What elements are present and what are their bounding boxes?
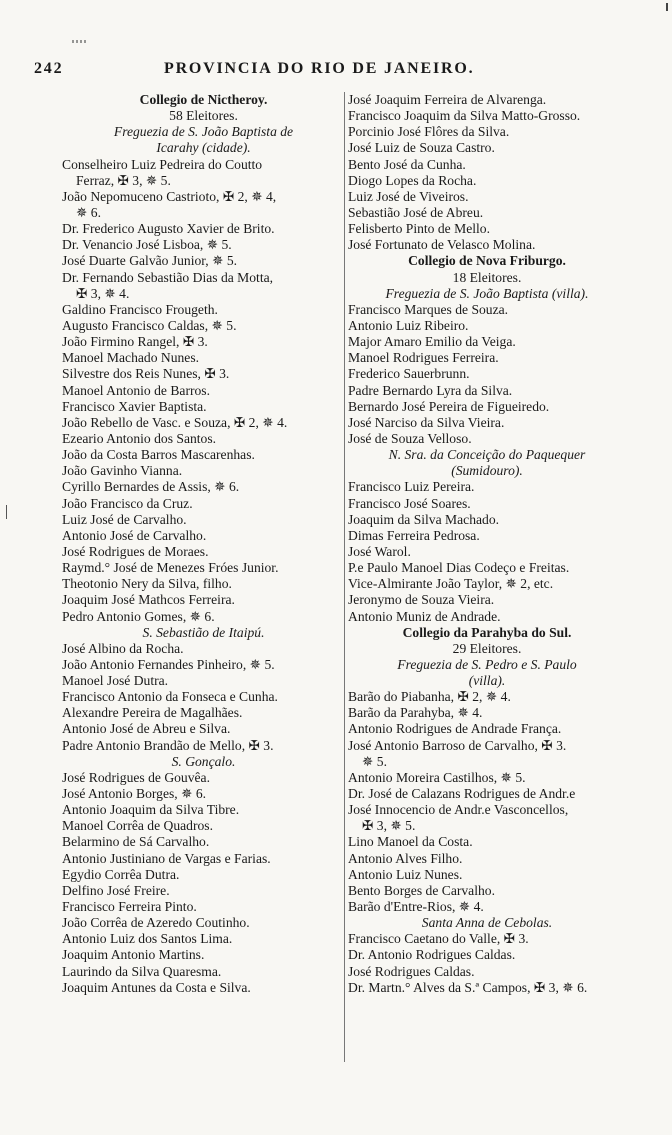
elector-line: João Corrêa de Azeredo Coutinho. <box>62 915 250 931</box>
elector-line: Egydio Corrêa Dutra. <box>62 866 180 882</box>
elector-line: Felisberto Pinto de Mello. <box>348 221 490 237</box>
elector-line: Diogo Lopes da Rocha. <box>348 172 477 188</box>
elector-line: João Francisco da Cruz. <box>62 495 193 511</box>
elector-line: Padre Antonio Brandão de Mello, ✠ 3. <box>62 737 274 753</box>
parish-heading: Freguezia de S. Pedro e S. Paulo <box>397 656 577 672</box>
elector-line: Barão da Parahyba, ✵ 4. <box>348 705 483 721</box>
elector-line: Antonio Moreira Castilhos, ✵ 5. <box>348 769 526 785</box>
elector-line: Manoel Corrêa de Quadros. <box>62 818 213 834</box>
elector-line: José Joaquim Ferreira de Alvarenga. <box>348 92 547 107</box>
elector-line: Joaquim Antonio Martins. <box>62 947 205 963</box>
elector-line: P.e Paulo Manoel Dias Codeço e Freitas. <box>348 560 570 576</box>
elector-count: 18 Eleitores. <box>452 269 522 285</box>
elector-line: José Duarte Galvão Junior, ✵ 5. <box>62 253 238 269</box>
elector-line: João Antonio Fernandes Pinheiro, ✵ 5. <box>62 656 275 672</box>
elector-line: Manoel Rodrigues Ferreira. <box>348 350 499 366</box>
elector-line: Antonio José de Abreu e Silva. <box>62 721 231 737</box>
elector-count: 58 Eleitores. <box>169 108 238 124</box>
elector-line: Ezeario Antonio dos Santos. <box>62 430 217 446</box>
elector-line: Barão do Piabanha, ✠ 2, ✵ 4. <box>348 689 511 705</box>
parish-heading: Icarahy (cidade). <box>156 140 251 156</box>
elector-line: Joaquim da Silva Machado. <box>348 511 500 527</box>
elector-line: Francisco Caetano do Valle, ✠ 3. <box>348 931 529 947</box>
elector-line: ✵ 6. <box>76 204 101 220</box>
elector-line: Francisco Luiz Pereira. <box>348 479 475 495</box>
parish-heading: (Sumidouro). <box>451 463 523 479</box>
elector-line: Bento Borges de Carvalho. <box>348 882 495 898</box>
elector-line: Antonio Luiz Nunes. <box>348 866 463 882</box>
elector-line: José Narciso da Silva Vieira. <box>348 414 505 430</box>
elector-line: Cyrillo Bernardes de Assis, ✵ 6. <box>62 479 240 495</box>
elector-line: ✠ 3, ✵ 5. <box>362 818 416 834</box>
elector-line: Frederico Sauerbrunn. <box>348 366 470 382</box>
elector-line: José Luiz de Souza Castro. <box>348 140 495 156</box>
elector-line: Pedro Antonio Gomes, ✵ 6. <box>62 608 215 624</box>
elector-line: Antonio José de Carvalho. <box>62 527 207 543</box>
elector-line: Antonio Muniz de Andrade. <box>348 608 501 624</box>
elector-line: Dr. Martn.° Alves da S.ª Campos, ✠ 3, ✵ 6. <box>348 979 588 995</box>
elector-line: Francisco Marques de Souza. <box>348 301 509 317</box>
parish-heading: Santa Anna de Cebolas. <box>421 915 553 931</box>
college-heading: Collegio de Nictheroy. <box>139 92 268 107</box>
elector-line: Francisco Antonio da Fonseca e Cunha. <box>62 689 278 705</box>
elector-line: Antonio Joaquim da Silva Tibre. <box>62 802 240 818</box>
elector-line: Alexandre Pereira de Magalhães. <box>62 705 243 721</box>
elector-line: João Rebello de Vasc. e Souza, ✠ 2, ✵ 4. <box>62 414 288 430</box>
elector-line: Barão d'Entre-Rios, ✵ 4. <box>348 899 484 915</box>
parish-heading: S. Sebastião de Itaipú. <box>142 624 265 640</box>
elector-line: Dr. Fernando Sebastião Dias da Motta, <box>62 269 274 285</box>
elector-line: Luiz José de Viveiros. <box>348 188 469 204</box>
elector-line: Theotonio Nery da Silva, filho. <box>62 576 232 592</box>
elector-line: Dr. Venancio José Lisboa, ✵ 5. <box>62 237 232 253</box>
edge-mark <box>666 3 668 11</box>
elector-line: Padre Bernardo Lyra da Silva. <box>348 382 513 398</box>
page-title: PROVINCIA DO RIO DE JANEIRO. <box>164 60 475 77</box>
elector-line: José Innocencio de Andr.e Vasconcellos, <box>348 802 569 818</box>
elector-line: Joaquim Antunes da Costa e Silva. <box>62 979 251 995</box>
elector-line: José Antonio Borges, ✵ 6. <box>62 786 207 802</box>
elector-line: José Rodrigues Caldas. <box>348 963 475 979</box>
elector-count: 29 Eleitores. <box>452 640 522 656</box>
elector-line: Dr. José de Calazans Rodrigues de Andr.e <box>348 786 576 802</box>
elector-line: José Warol. <box>348 543 411 559</box>
elector-line: Antonio Luiz Ribeiro. <box>348 317 469 333</box>
elector-line: Antonio Rodrigues de Andrade França. <box>348 721 562 737</box>
elector-line: Francisco José Soares. <box>348 495 471 511</box>
margin-mark <box>6 505 7 519</box>
elector-line: José de Souza Velloso. <box>348 430 472 446</box>
elector-line: ✵ 5. <box>362 753 387 769</box>
parish-heading: (villa). <box>468 673 506 689</box>
print-speck <box>72 40 88 43</box>
elector-line: Joaquim José Mathcos Ferreira. <box>62 592 235 608</box>
elector-line: Dimas Ferreira Pedrosa. <box>348 527 480 543</box>
elector-line: Dr. Antonio Rodrigues Caldas. <box>348 947 516 963</box>
elector-line: Conselheiro Luiz Pedreira do Coutto <box>62 156 263 172</box>
elector-line: Vice-Almirante João Taylor, ✵ 2, etc. <box>348 576 554 592</box>
elector-line: Bernardo José Pereira de Figueiredo. <box>348 398 550 414</box>
elector-line: Antonio Alves Filho. <box>348 850 463 866</box>
elector-line: Sebastião José de Abreu. <box>348 204 484 220</box>
parish-heading: N. Sra. da Conceição do Paquequer <box>388 447 586 463</box>
elector-line: Manoel Antonio de Barros. <box>62 382 210 398</box>
elector-line: Galdino Francisco Frougeth. <box>62 301 218 317</box>
elector-line: Porcinio José Flôres da Silva. <box>348 124 510 140</box>
college-heading: Collegio de Nova Friburgo. <box>408 253 566 269</box>
elector-line: José Fortunato de Velasco Molina. <box>348 237 536 253</box>
elector-line: Augusto Francisco Caldas, ✵ 5. <box>62 317 237 333</box>
elector-line: Jeronymo de Souza Vieira. <box>348 592 495 608</box>
elector-line: Bento José da Cunha. <box>348 156 466 172</box>
elector-line: Francisco Joaquim da Silva Matto-Grosso. <box>348 108 581 124</box>
elector-line: Laurindo da Silva Quaresma. <box>62 963 222 979</box>
elector-line: Antonio Luiz dos Santos Lima. <box>62 931 233 947</box>
elector-line: João Firmino Rangel, ✠ 3. <box>62 334 208 350</box>
page-number: 242 <box>34 60 64 77</box>
elector-line: Antonio Justiniano de Vargas e Farias. <box>62 850 271 866</box>
elector-line: Manoel José Dutra. <box>62 673 169 689</box>
elector-line: José Rodrigues de Gouvêa. <box>62 769 210 785</box>
elector-line: Ferraz, ✠ 3, ✵ 5. <box>76 172 171 188</box>
elector-line: Manoel Machado Nunes. <box>62 350 200 366</box>
elector-line: Belarmino de Sá Carvalho. <box>62 834 210 850</box>
elector-line: Luiz José de Carvalho. <box>62 511 187 527</box>
elector-line: José Antonio Barroso de Carvalho, ✠ 3. <box>348 737 567 753</box>
elector-line: Francisco Ferreira Pinto. <box>62 899 197 915</box>
elector-line: José Albino da Rocha. <box>62 640 184 656</box>
parish-heading: Freguezia de S. João Baptista (villa). <box>385 285 589 301</box>
left-column <box>62 92 345 996</box>
elector-line: João Nepomuceno Castrioto, ✠ 2, ✵ 4, <box>62 188 277 204</box>
elector-line: Dr. Frederico Augusto Xavier de Brito. <box>62 221 275 237</box>
elector-line: Francisco Xavier Baptista. <box>62 398 207 414</box>
elector-line: José Rodrigues de Moraes. <box>62 543 209 559</box>
elector-line: Silvestre dos Reis Nunes, ✠ 3. <box>62 366 230 382</box>
elector-line: Lino Manoel da Costa. <box>348 834 473 850</box>
elector-line: ✠ 3, ✵ 4. <box>76 285 130 301</box>
elector-line: João Gavinho Vianna. <box>62 463 183 479</box>
parish-heading: Freguezia de S. João Baptista de <box>113 124 294 140</box>
elector-line: Raymd.° José de Menezes Fróes Junior. <box>62 560 279 576</box>
right-column <box>348 92 626 996</box>
college-heading: Collegio da Parahyba do Sul. <box>402 624 572 640</box>
elector-line: Major Amaro Emilio da Veiga. <box>348 334 516 350</box>
parish-heading: S. Gonçalo. <box>171 753 236 769</box>
elector-line: Delfino José Freire. <box>62 882 170 898</box>
elector-line: João da Costa Barros Mascarenhas. <box>62 447 255 463</box>
